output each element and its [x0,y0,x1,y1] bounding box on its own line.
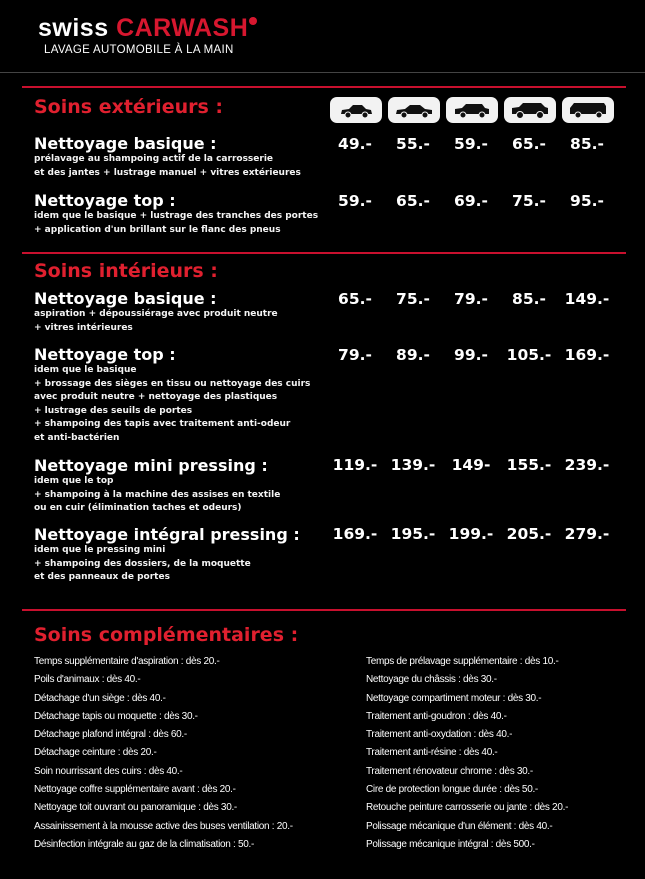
service-description-line: idem que le pressing mini [34,545,166,555]
price-sedan: 55.- [396,135,430,153]
service-description-line: + lustrage des seuils de portes [34,405,193,416]
list-item: Nettoyage compartiment moteur : dès 30.- [366,692,542,704]
price-compact-suv: 99.- [454,346,488,364]
interior-section-rule [22,252,626,254]
service-description-line: aspiration + dépoussiérage avec produit neutre [34,309,278,319]
price-sedan: 195.- [390,525,436,543]
price-sedan: 89.- [396,346,430,364]
service-description-line: avec produit neutre + nettoyage des plastiques [34,392,278,403]
logo-tagline: LAVAGE AUTOMOBILE À LA MAIN [44,44,234,56]
service-description-line: ou en cuir (élimination taches et odeurs) [34,503,242,514]
service-name: Nettoyage basique : [34,134,217,153]
list-item: Traitement anti-oxydation : dès 40.- [366,729,513,741]
service-name: Nettoyage intégral pressing : [34,525,300,544]
service-description-line: idem que le basique [34,365,137,375]
list-item: Traitement anti-résine : dès 40.- [366,747,498,759]
logo-wordmark [38,14,257,42]
exterior-section-title: Soins extérieurs : [34,96,223,118]
price-compact-suv: 59.- [454,135,488,153]
logo-carwash: CARWASH [116,14,249,42]
price-sedan: 139.- [390,456,436,474]
complementary-section-title: Soins complémentaires : [34,624,299,646]
list-item: Nettoyage du châssis : dès 30.- [366,674,497,686]
list-item: Polissage mécanique intégral : dès 500.- [366,838,535,850]
list-item: Poils d'animaux : dès 40.- [34,674,141,686]
list-item: Temps supplémentaire d'aspiration : dès 20.- [34,656,220,667]
price-small-car: 65.- [338,290,372,308]
price-small-car: 59.- [338,192,372,210]
brand-logo [38,14,257,56]
swiss-flag-icon [249,17,257,25]
complementary-list-left [34,653,293,854]
price-sedan: 65.- [396,192,430,210]
price-suv: 105.- [506,346,552,364]
list-item: Cire de protection longue durée : dès 50.- [366,784,538,796]
complementary-list-right [366,653,568,854]
interior-service-top [34,345,334,446]
price-compact-suv: 69.- [454,192,488,210]
price-small-car: 79.- [338,346,372,364]
list-item: Traitement anti-goudron : dès 40.- [366,710,507,722]
suv-icon [504,97,556,123]
service-name: Nettoyage basique : [34,289,217,308]
list-item: Détachage plafond intégral : dès 60.- [34,729,187,741]
price-suv: 85.- [512,290,546,308]
service-description-line: et des jantes + lustrage manuel + vitres extérieures [34,167,301,178]
list-item: Retouche peinture carrosserie ou jante : dès 20.- [366,802,569,814]
price-van: 239.- [564,456,610,474]
service-description-line: prélavage au shampoing actif de la carrosserie [34,154,274,164]
service-description-line: idem que le basique + lustrage des tranches des portes [34,211,319,221]
price-small-car: 49.- [338,135,372,153]
small-car-icon [330,97,382,123]
list-item: Temps de prélavage supplémentaire : dès 10.- [366,656,559,667]
price-suv: 65.- [512,135,546,153]
logo-swiss: swiss [38,14,109,42]
compact-suv-icon [446,97,498,123]
interior-service-basic [34,289,334,335]
service-description-line: idem que le top [34,476,114,486]
price-compact-suv: 79.- [454,290,488,308]
complementary-section-rule [22,609,626,611]
price-van: 149.- [564,290,610,308]
header-divider [0,72,645,73]
price-van: 95.- [570,192,604,210]
price-suv: 155.- [506,456,552,474]
service-description-line: + brossage des sièges en tissu ou nettoyage des cuirs [34,378,311,389]
list-item: Nettoyage coffre supplémentaire avant : dès 20.- [34,784,236,796]
van-icon [562,97,614,123]
price-van: 169.- [564,346,610,364]
exterior-section-rule [22,86,626,88]
interior-service-mini-pressing [34,456,334,516]
price-van: 279.- [564,525,610,543]
service-description-line: + application d'un brillant sur le flanc des pneus [34,224,281,235]
list-item: Traitement rénovateur chrome : dès 30.- [366,765,533,777]
price-sedan: 75.- [396,290,430,308]
list-item: Polissage mécanique d'un élément : dès 40.- [366,820,553,832]
price-suv: 205.- [506,525,552,543]
price-compact-suv: 149- [451,456,491,474]
list-item: Nettoyage toit ouvrant ou panoramique : dès 30.- [34,802,237,814]
list-item: Assainissement à la mousse active des buses ventilation : 20.- [34,820,293,832]
list-item: Soin nourrissant des cuirs : dès 40.- [34,765,183,777]
interior-section-title: Soins intérieurs : [34,260,218,282]
list-item: Désinfection intégrale au gaz de la climatisation : 50.- [34,838,254,850]
list-item: Détachage tapis ou moquette : dès 30.- [34,710,198,722]
service-name: Nettoyage top : [34,345,176,364]
exterior-service-top [34,191,334,237]
price-van: 85.- [570,135,604,153]
service-name: Nettoyage top : [34,191,176,210]
price-small-car: 169.- [332,525,378,543]
exterior-service-basic [34,134,334,180]
price-suv: 75.- [512,192,546,210]
service-description-line: et des panneaux de portes [34,572,170,583]
price-small-car: 119.- [332,456,378,474]
list-item: Détachage d'un siège : dès 40.- [34,692,166,704]
list-item: Détachage ceinture : dès 20.- [34,747,157,759]
service-description-line: + shampoing des tapis avec traitement anti-odeur [34,419,291,430]
service-description-line: + vitres intérieures [34,322,133,333]
service-description-line: + shampoing des dossiers, de la moquette [34,558,251,569]
service-description-line: et anti-bactérien [34,432,120,443]
sedan-icon [388,97,440,123]
service-name: Nettoyage mini pressing : [34,456,268,475]
price-compact-suv: 199.- [448,525,494,543]
interior-service-integral-pressing [34,525,334,585]
service-description-line: + shampoing à la machine des assises en textile [34,489,281,500]
